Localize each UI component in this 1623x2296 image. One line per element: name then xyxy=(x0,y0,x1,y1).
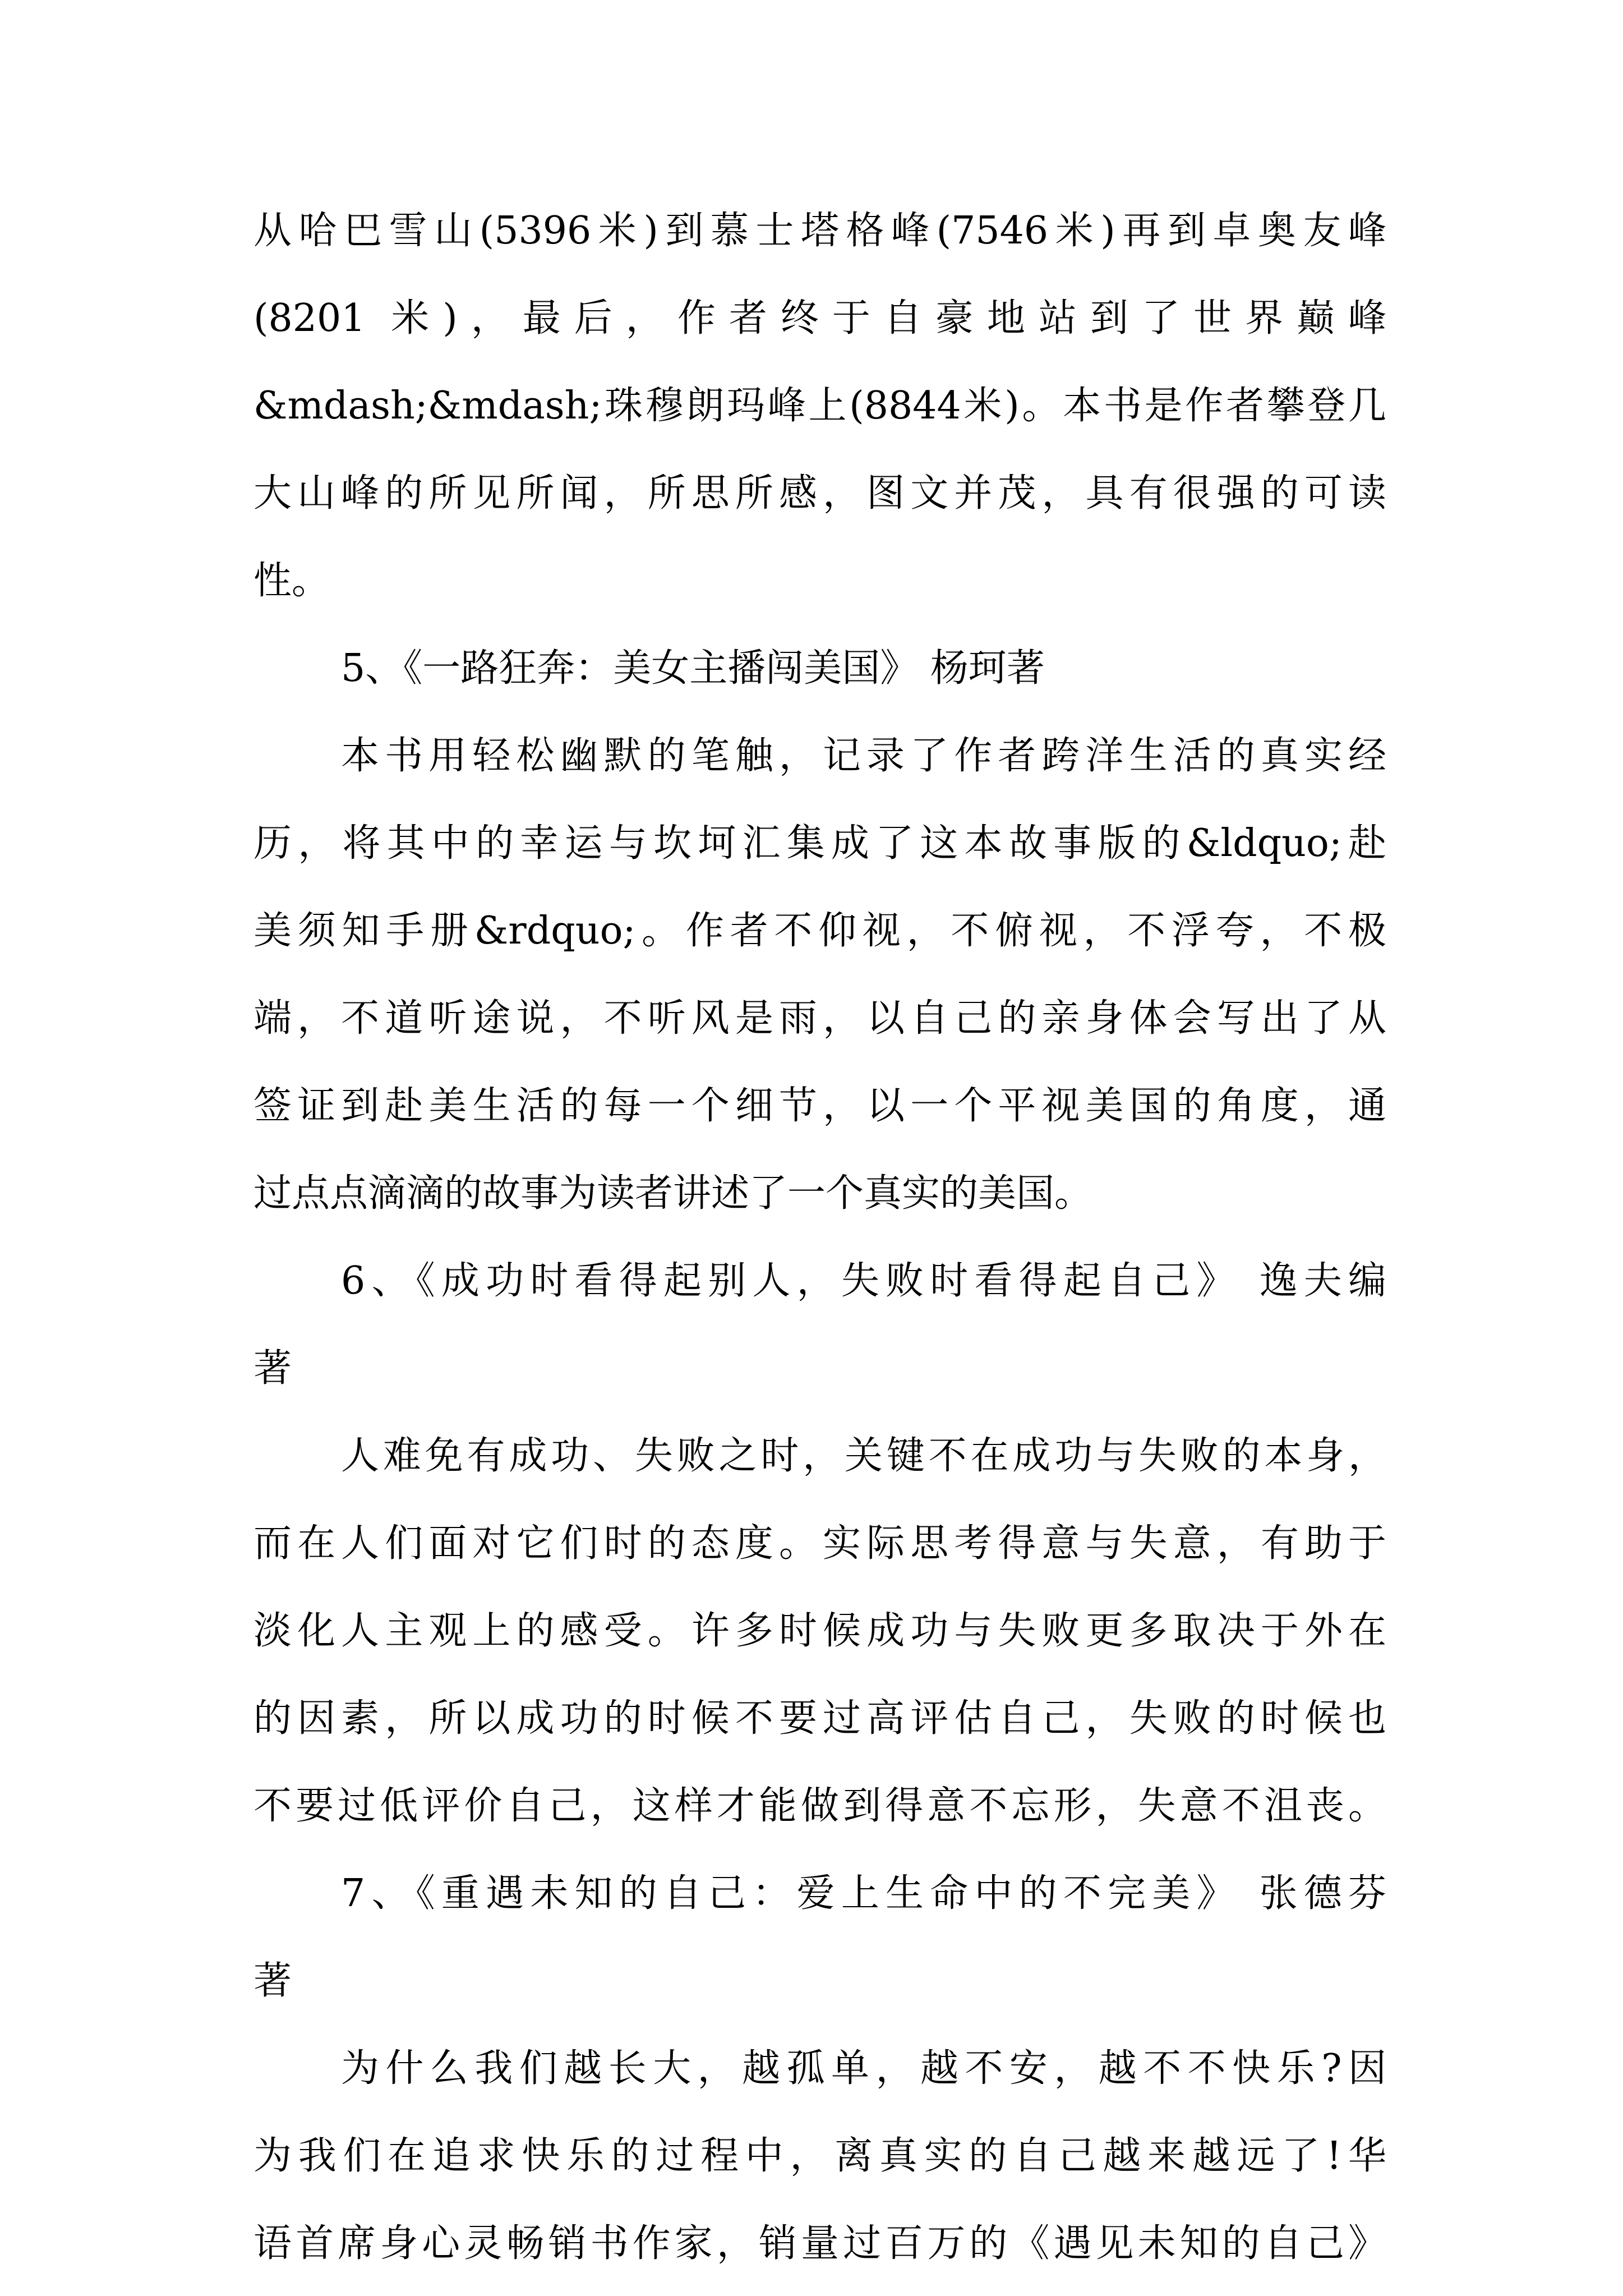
paragraph-line: 淡化人主观上的感受。许多时候成功与失败更多取决于外在 xyxy=(253,1609,1386,1653)
paragraph-line: 本书用轻松幽默的笔触，记录了作者跨洋生活的真实经 xyxy=(341,734,1386,778)
paragraph-line: 从哈巴雪山(5396米)到慕士塔格峰(7546米)再到卓奥友峰 xyxy=(253,209,1386,253)
paragraph-line: 语首席身心灵畅销书作家，销量过百万的《遇见未知的自己》 xyxy=(253,2221,1386,2266)
paragraph-line: (8201 米)，最后，作者终于自豪地站到了世界巅峰 xyxy=(253,296,1386,341)
paragraph-line: 过点点滴滴的故事为读者讲述了一个真实的美国。 xyxy=(253,1171,1093,1216)
paragraph-line: &mdash;&mdash;珠穆朗玛峰上(8844米)。本书是作者攀登几 xyxy=(253,384,1386,428)
paragraph-line: 而在人们面对它们时的态度。实际思考得意与失意，有助于 xyxy=(253,1521,1386,1566)
paragraph-line: 人难免有成功、失败之时，关键不在成功与失败的本身， xyxy=(341,1434,1386,1478)
book-heading-continued: 著 xyxy=(253,1346,292,1391)
book-heading: 5、《一路狂奔：美女主播闯美国》 杨珂著 xyxy=(341,646,1045,691)
paragraph-line: 端，不道听途说，不听风是雨，以自己的亲身体会写出了从 xyxy=(253,996,1386,1041)
paragraph-line: 的因素，所以成功的时候不要过高评估自己，失败的时候也 xyxy=(253,1696,1386,1741)
book-heading: 6、《成功时看得起别人，失败时看得起自己》 逸夫编 xyxy=(341,1259,1386,1303)
paragraph-line: 签证到赴美生活的每一个细节，以一个平视美国的角度，通 xyxy=(253,1084,1386,1128)
paragraph-line: 不要过低评价自己，这样才能做到得意不忘形，失意不沮丧。 xyxy=(253,1784,1386,1828)
paragraph-line: 性。 xyxy=(253,559,330,603)
paragraph-line: 为什么我们越长大，越孤单，越不安，越不不快乐?因 xyxy=(341,2046,1386,2091)
paragraph-line: 大山峰的所见所闻，所思所感，图文并茂，具有很强的可读 xyxy=(253,471,1386,516)
book-heading: 7、《重遇未知的自己：爱上生命中的不完美》 张德芬 xyxy=(341,1871,1386,1916)
paragraph-line: 为我们在追求快乐的过程中，离真实的自己越来越远了!华 xyxy=(253,2134,1386,2178)
paragraph-line: 历，将其中的幸运与坎坷汇集成了这本故事版的&ldquo;赴 xyxy=(253,821,1386,866)
book-heading-continued: 著 xyxy=(253,1959,292,2003)
paragraph-line: 美须知手册&rdquo;。作者不仰视，不俯视，不浮夸，不极 xyxy=(253,909,1386,953)
